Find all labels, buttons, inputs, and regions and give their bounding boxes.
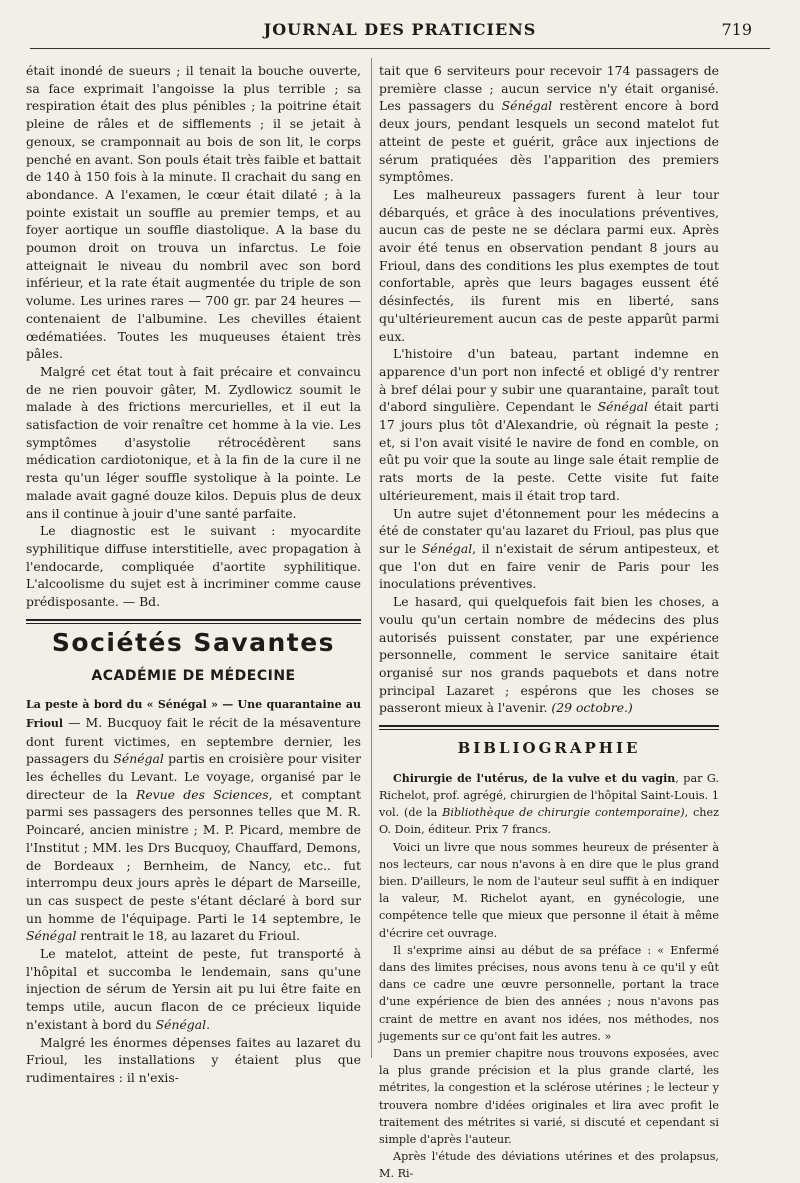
article-lead: La peste à bord du « Sénégal » — Une quarantaine au Frioul [26, 698, 361, 730]
text-span: tait que 6 serviteurs pour recevoir 174 passagers de première classe ; aucun service n'y était organisé. Les passagers du [379, 63, 719, 114]
left-paragraph-5 [26, 945, 361, 1034]
journal-title: JOURNAL DES PRATICIENS [263, 20, 537, 39]
left-paragraph-1: était inondé de sueurs ; il tenait la bouche ouverte, sa face exprimait l'angoisse la plus terrible ; sa respiration était des plus pénibles ; la poitrine était pleine de râles et de sifflements ; il se jetait à genoux, se cramponnait au bois de son lit, le corps penché en avant. Son pouls était très faible et battait de 140 à 150 fois à la minute. Il crachait du sang en abondance. A l'examen, le cœur était dilaté ; à la pointe existait un souffle au premier temps, et au foyer aortique un souffle diastolique. A la base du poumon droit on trouva un infarctus. Le foie atteignait le niveau du nombril avec son bord inférieur, et la rate était augmentée du triple de son volume. Les urines rares — 700 gr. par 24 heures — contenaient de l'albumine. Les chevilles étaient œdématiées. Toutes les muqueuses étaient très pâles. [26, 63, 361, 362]
text-span: Le matelot, atteint de peste, fut transporté à l'hôpital et succomba le lendemain, sans qu'une injection de sérum de Yersin ait pu lui être faite en temps utile, aucun flacon de ce précieux liquide n'existant à bord du [26, 946, 361, 1032]
review-paragraph-1: Voici un livre que nous sommes heureux de présenter à nos lecteurs, car nous n'avons à en dire que le plus grand bien. D'ailleurs, le nom de l'auteur seul suffit à en indiquer la valeur, M. Richelot ayant, en gynécologie, une compétence telle que mieux que personne il était à même d'écrire cet ouvrage. [379, 840, 719, 940]
date: (29 octobre.) [551, 700, 633, 716]
right-paragraph-4 [379, 505, 719, 594]
right-paragraph-2: Les malheureux passagers furent à leur tour débarqués, et grâce à des inoculations préventives, aucun cas de peste ne se déclara parmi eux. Après avoir été tenus en observation pendant 8 jours au Frioul, dans des conditions les plus exemptes de tout confortable, après que leurs bagages eussent été désinfectés, ils furent mis en liberté, sans qu'ultérieurement aucun cas de peste apparût parmi eux. [379, 186, 719, 344]
ship-name: Sénégal [155, 1016, 207, 1032]
text-span: . [206, 1016, 211, 1032]
left-paragraph-4 [26, 695, 361, 945]
bibliography-divider [379, 725, 719, 730]
academy-heading: ACADÉMIE DE MÉDECINE [91, 667, 296, 684]
ship-name: Sénégal [501, 98, 553, 114]
left-paragraph-6: Malgré les énormes dépenses faites au lazaret du Frioul, les installations y étaient plus que rudimentaires : il n'exis- [26, 1034, 361, 1085]
book-entry [379, 770, 719, 839]
left-column [26, 62, 361, 1087]
right-paragraph-5 [379, 593, 719, 717]
book-title: Chirurgie de l'utérus, de la vulve et du vagin [393, 771, 676, 785]
left-paragraph-3: Le diagnostic est le suivant : myocardite syphilitique diffuse interstitielle, avec propagation à l'endocarde, compliquée d'aortite syphilitique. L'alcoolisme du sujet est à incriminer comme cause prédisposante. — Bd. [26, 523, 361, 610]
text-span: , il n'existait de sérum antipesteux, et que l'on dut en faire venir de Paris pour les inoculations préventives. [379, 540, 720, 592]
section-title: Sociétés Savantes [51, 627, 336, 657]
right-paragraph-3 [379, 345, 719, 504]
text-span: était parti 17 jours plus tôt d'Alexandrie, où régnait la peste ; et, si l'on avait visité le navire de fond en comble, on eût pu voir que la soute au linge sale était remplie de rats morts de la peste. Cette visite fut faite ultérieurement, mais il était trop tard. [379, 399, 719, 503]
section-divider [26, 619, 361, 624]
text-span: restèrent encore à bord deux jours, pendant lesquels un second matelot fut atteint de peste et guérit, grâce aux injections de sérum pratiquées dès l'apparition des premiers symptômes. [379, 98, 719, 185]
text-span: , et comptant parmi ses passagers des personnes telles que M. R. Poincaré, ancien ministre ; M. P. Picard, membre de l'Institut ; MM. les Drs Bucquoy, Chauffard, Demons, de Bordeaux ; Bernheim, de Nancy, etc.. fut interrompu deux jours après le départ de Marseille, un cas suspect de peste s'étant déclaré à bord sur un homme de l'équipage. Parti le 14 septembre, le [26, 786, 361, 926]
left-paragraph-2: Malgré cet état tout à fait précaire et convaincu de ne rien pouvoir gâter, M. Zydlowicz soumit le malade à des frictions mercurielles, et il eut la satisfaction de voir renaître cet homme à la vie. Les symptômes d'asystolie rétrocédèrent sans médication cardiotonique, et à la fin de la cure il ne resta qu'un léger souffle systolique à la pointe. Le malade avait gagné douze kilos. Depuis plus de deux ans il continue à jouir d'une santé parfaite. [26, 363, 361, 521]
review-paragraph-3: Dans un premier chapitre nous trouvons exposées, avec la plus grande précision et la plus grande clarté, les métrites, la congestion et la sclérose utérines ; le lecteur y trouvera nombre d'idées originales et lira avec profit le traitement des métrites si varié, si discuté et cependant si simple d'après l'auteur. [379, 1046, 719, 1146]
text-span: partis en croisière pour visiter les échelles du Levant. Le voyage, organisé par le directeur de la [26, 751, 361, 802]
column-divider [371, 58, 372, 1058]
text-span: , chez O. Doin, éditeur. Prix 7 francs. [379, 806, 719, 837]
bibliography-body [379, 770, 719, 1183]
text-span: — M. Bucquoy fait le récit de la mésaventure dont furent victimes, en septembre dernier, les passagers du [26, 714, 361, 767]
review-paragraph-4: Après l'étude des déviations utérines et des prolapsus, M. Ri- [379, 1150, 719, 1181]
text-span: , par G. Richelot, prof. agrégé, chirurgien de l'hôpital Saint-Louis. 1 vol. (de la [379, 771, 719, 820]
ship-name: Sénégal [597, 399, 649, 415]
page-number: 719 [721, 20, 752, 39]
collection-name: Bibliothèque de chirurgie contemporaine) [442, 806, 685, 820]
right-paragraph-1 [379, 62, 719, 186]
right-column [379, 62, 719, 1183]
text-span: Le hasard, qui quelquefois fait bien les choses, a voulu qu'un certain nombre de médecins des plus autorisés puissent constater, par une expérience personnelle, comment le service sanitaire était organisé sur nos grands paquebots et dans notre principal Lazaret ; espérons que les choses se passeront mieux à l'avenir. [379, 594, 719, 716]
review-paragraph-2: Il s'exprime ainsi au début de sa préface : « Enfermé dans des limites précises, nous avons tenu à ce qu'il y eût dans ce cadre une œuvre personnelle, portant la trace d'une expérience de bien des années ; nous n'avons pas craint de mettre en avant nos idées, nos méthodes, nos jugements sur ce qu'ont fait les autres. » [379, 943, 719, 1043]
text-span: L'histoire d'un bateau, partant indemne en apparence d'un port non infecté et obligé d'y rentrer à bref délai pour y subir une quarantaine, paraît tout d'abord singulière. Cependant le [379, 346, 719, 415]
text-span: Un autre sujet d'étonnement pour les médecins a été de constater qu'au lazaret du Frioul, pas plus que sur le [379, 505, 719, 556]
ship-name: Sénégal [26, 928, 77, 944]
page-header [30, 14, 770, 50]
bibliography-title: BIBLIOGRAPHIE [457, 739, 641, 758]
text-span: rentrait le 18, au lazaret du Frioul. [76, 928, 301, 944]
ship-name: Sénégal [113, 751, 164, 767]
journal-name: Revue des Sciences [135, 786, 269, 802]
ship-name: Sénégal [421, 540, 473, 556]
header-rule [30, 48, 770, 49]
